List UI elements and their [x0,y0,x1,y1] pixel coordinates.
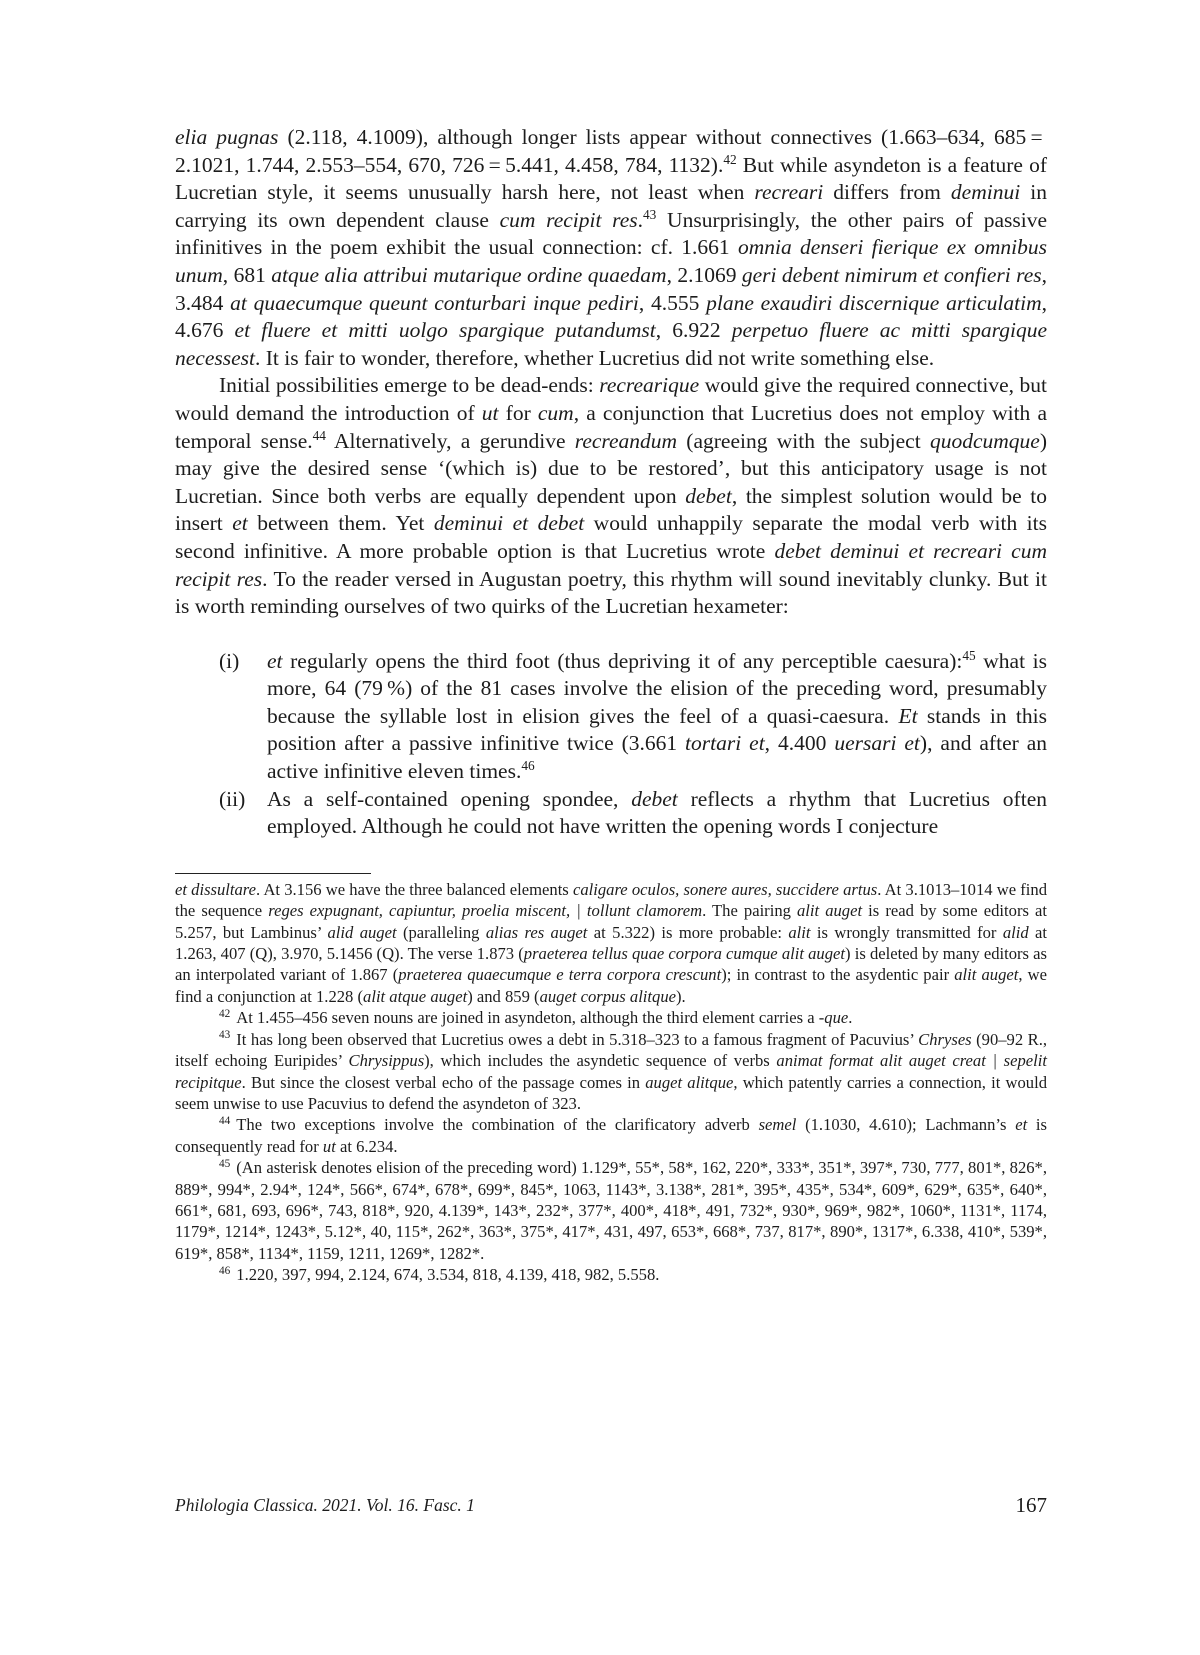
page-content [175,124,1047,1286]
footnote-number: 44 [219,1115,231,1128]
footnote-number: 42 [219,1008,231,1021]
footnote [175,1264,1047,1285]
footnote-continuation: et dissultare. At 3.156 we have the three balanced elements caligare oculos, sonere aures, succidere artus. At 3.1013–1014 we find the sequence reges expugnant, capiuntur, proelia miscent, | tollunt clamorem. The pairing alit auget is read by some editors at 5.257, but Lambinus’ alid auget (paralleling alias res auget at 5.322) is more probable: alit is wrongly transmitted for alid at 1.263, 407 (Q), 3.970, 5.1456 (Q). The verse 1.873 (praeterea tellus quae corpora cumque alit auget) is deleted by many editors as an interpolated variant of 1.867 (praeterea quaecumque e terra corpora crescunt); in contrast to the asydentic pair alit auget, we find a conjunction at 1.228 (alit atque auget) and 859 (auget corpus alitque). [175,879,1048,1006]
list-item-number: (i) [219,648,240,673]
footnote-number: 45 [219,1157,231,1170]
footnote-number: 43 [219,1029,231,1042]
journal-citation: Philologia Classica. 2021. Vol. 16. Fasc. 1 [175,1495,475,1515]
main-text [175,124,1047,841]
list-item-number: (ii) [219,786,246,811]
page-number: 167 [1015,1493,1047,1517]
footnote-text: (An asterisk denotes elision of the preceding word) 1.129*, 55*, 58*, 162, 220*, 333*, 351*, 397*, 730, 777, 801*, 826*, 889*, 994*, 2.94*, 124*, 566*, 674*, 678*, 699*, 845*, 1063, 1143*, 3.138*, 281*, 395*, 435*, 534*, 609*, 629*, 635*, 640*, 661*, 681, 693, 696*, 743, 818*, 920, 4.139*, 143*, 232*, 377*, 400*, 418*, 491, 732*, 930*, 969*, 982*, 1060*, 1131*, 1174, 1179*, 1214*, 1243*, 5.12*, 40, 115*, 262*, 363*, 375*, 417*, 431, 497, 653*, 668*, 737, 817*, 890*, 1317*, 6.338, 410*, 539*, 619*, 858*, 1134*, 1159, 1211, 1269*, 1282*. [175,1158,1047,1263]
list-item [175,648,1047,786]
list-item-text: As a self-contained opening spondee, debet reflects a rhythm that Lucretius often employed. Although he could not have written the opening words I conjecture [267,786,1047,839]
list-item [175,786,1047,841]
footnote-text: 1.220, 397, 994, 2.124, 674, 3.534, 818, 4.139, 418, 982, 5.558. [236,1265,660,1285]
footnote-number: 46 [219,1264,231,1277]
footnotes [175,879,1047,1286]
footnote-text: The two exceptions involve the combination of the clarificatory adverb semel (1.1030, 4.610); Lachmann’s et is consequently read for ut at 6.234. [175,1115,1047,1156]
paragraph: elia pugnas (2.118, 4.1009), although longer lists appear without connectives (1.663–634, 685 = 2.1021, 1.744, 2.553–554, 670, 726 = 5.441, 4.458, 784, 1132).$^{42}$ But while asyndeton is a feature of Lucretian style, it seems unusually harsh here, not least when recreari differs from deminui in carrying its own dependent clause cum recipit res.$^{43}$ Unsurprisingly, the other pairs of passive infinitives in the poem exhibit the usual connection: cf. 1.661 omnia denseri fierique ex omnibus unum, 681 atque alia attribui mutarique ordine quaedam, 2.1069 geri debent nimirum et confieri res, 3.484 at quaecumque queunt conturbari inque pediri, 4.555 plane exaudiri discernique articulatim, 4.676 et fluere et mitti uolgo spargique putandumst, 6.922 perpetuo fluere ac mitti spargique necessest. It is fair to wonder, therefore, whether Lucretius did not write something else. [175,125,1048,370]
footnote [175,1114,1047,1157]
footnote-text: It has long been observed that Lucretius owes a debt in 5.318–323 to a famous fragment of Pacuvius’ Chryses (90–92 R., itself echoing Euripides’ Chrysippus), which includes the asyndetic sequence of verbs animat format alit auget creat | sepelit recipitque. But since the closest verbal echo of the passage comes in auget alitque, which patently carries a connection, it would seem unwise to use Pacuvius to defend the asyndeton of 323. [175,1029,1047,1113]
numbered-list [175,648,1047,841]
footnote [175,1029,1047,1115]
footnote-text: At 1.455–456 seven nouns are joined in asyndeton, although the third element carries a -que. [236,1008,853,1028]
footnote [175,1007,1047,1028]
list-item-text: et regularly opens the third foot (thus depriving it of any perceptible caesura):$^{45}$ what is more, 64 (79 %) of the 81 cases involve the elision of the preceding word, presumably because the syllable lost in elision gives the feel of a quasi-caesura. Et stands in this position after a passive infinitive twice (3.661 tortari et, 4.400 uersari et), and after an active infinitive eleven times.$^{46}$ [267,647,1048,784]
page-footer [175,1495,1047,1525]
paragraph: Initial possibilities emerge to be dead-ends: recrearique would give the required connective, but would demand the introduction of ut for cum, a conjunction that Lucretius does not employ with a temporal sense.$^{44}$ Alternatively, a gerundive recreandum (agreeing with the subject quodcumque) may give the desired sense ‘(which is) due to be restored’, but this anticipatory usage is not Lucretian. Since both verbs are equally dependent upon debet, the simplest solution would be to insert et between them. Yet deminui et debet would unhappily separate the modal verb with its second infinitive. A more probable option is that Lucretius wrote debet deminui et recreari cum recipit res. To the reader versed in Augustan poetry, this rhythm will sound inevitably clunky. But it is worth reminding ourselves of two quirks of the Lucretian hexameter: [175,373,1048,619]
footnote-separator [175,873,371,874]
footnote [175,1157,1047,1264]
